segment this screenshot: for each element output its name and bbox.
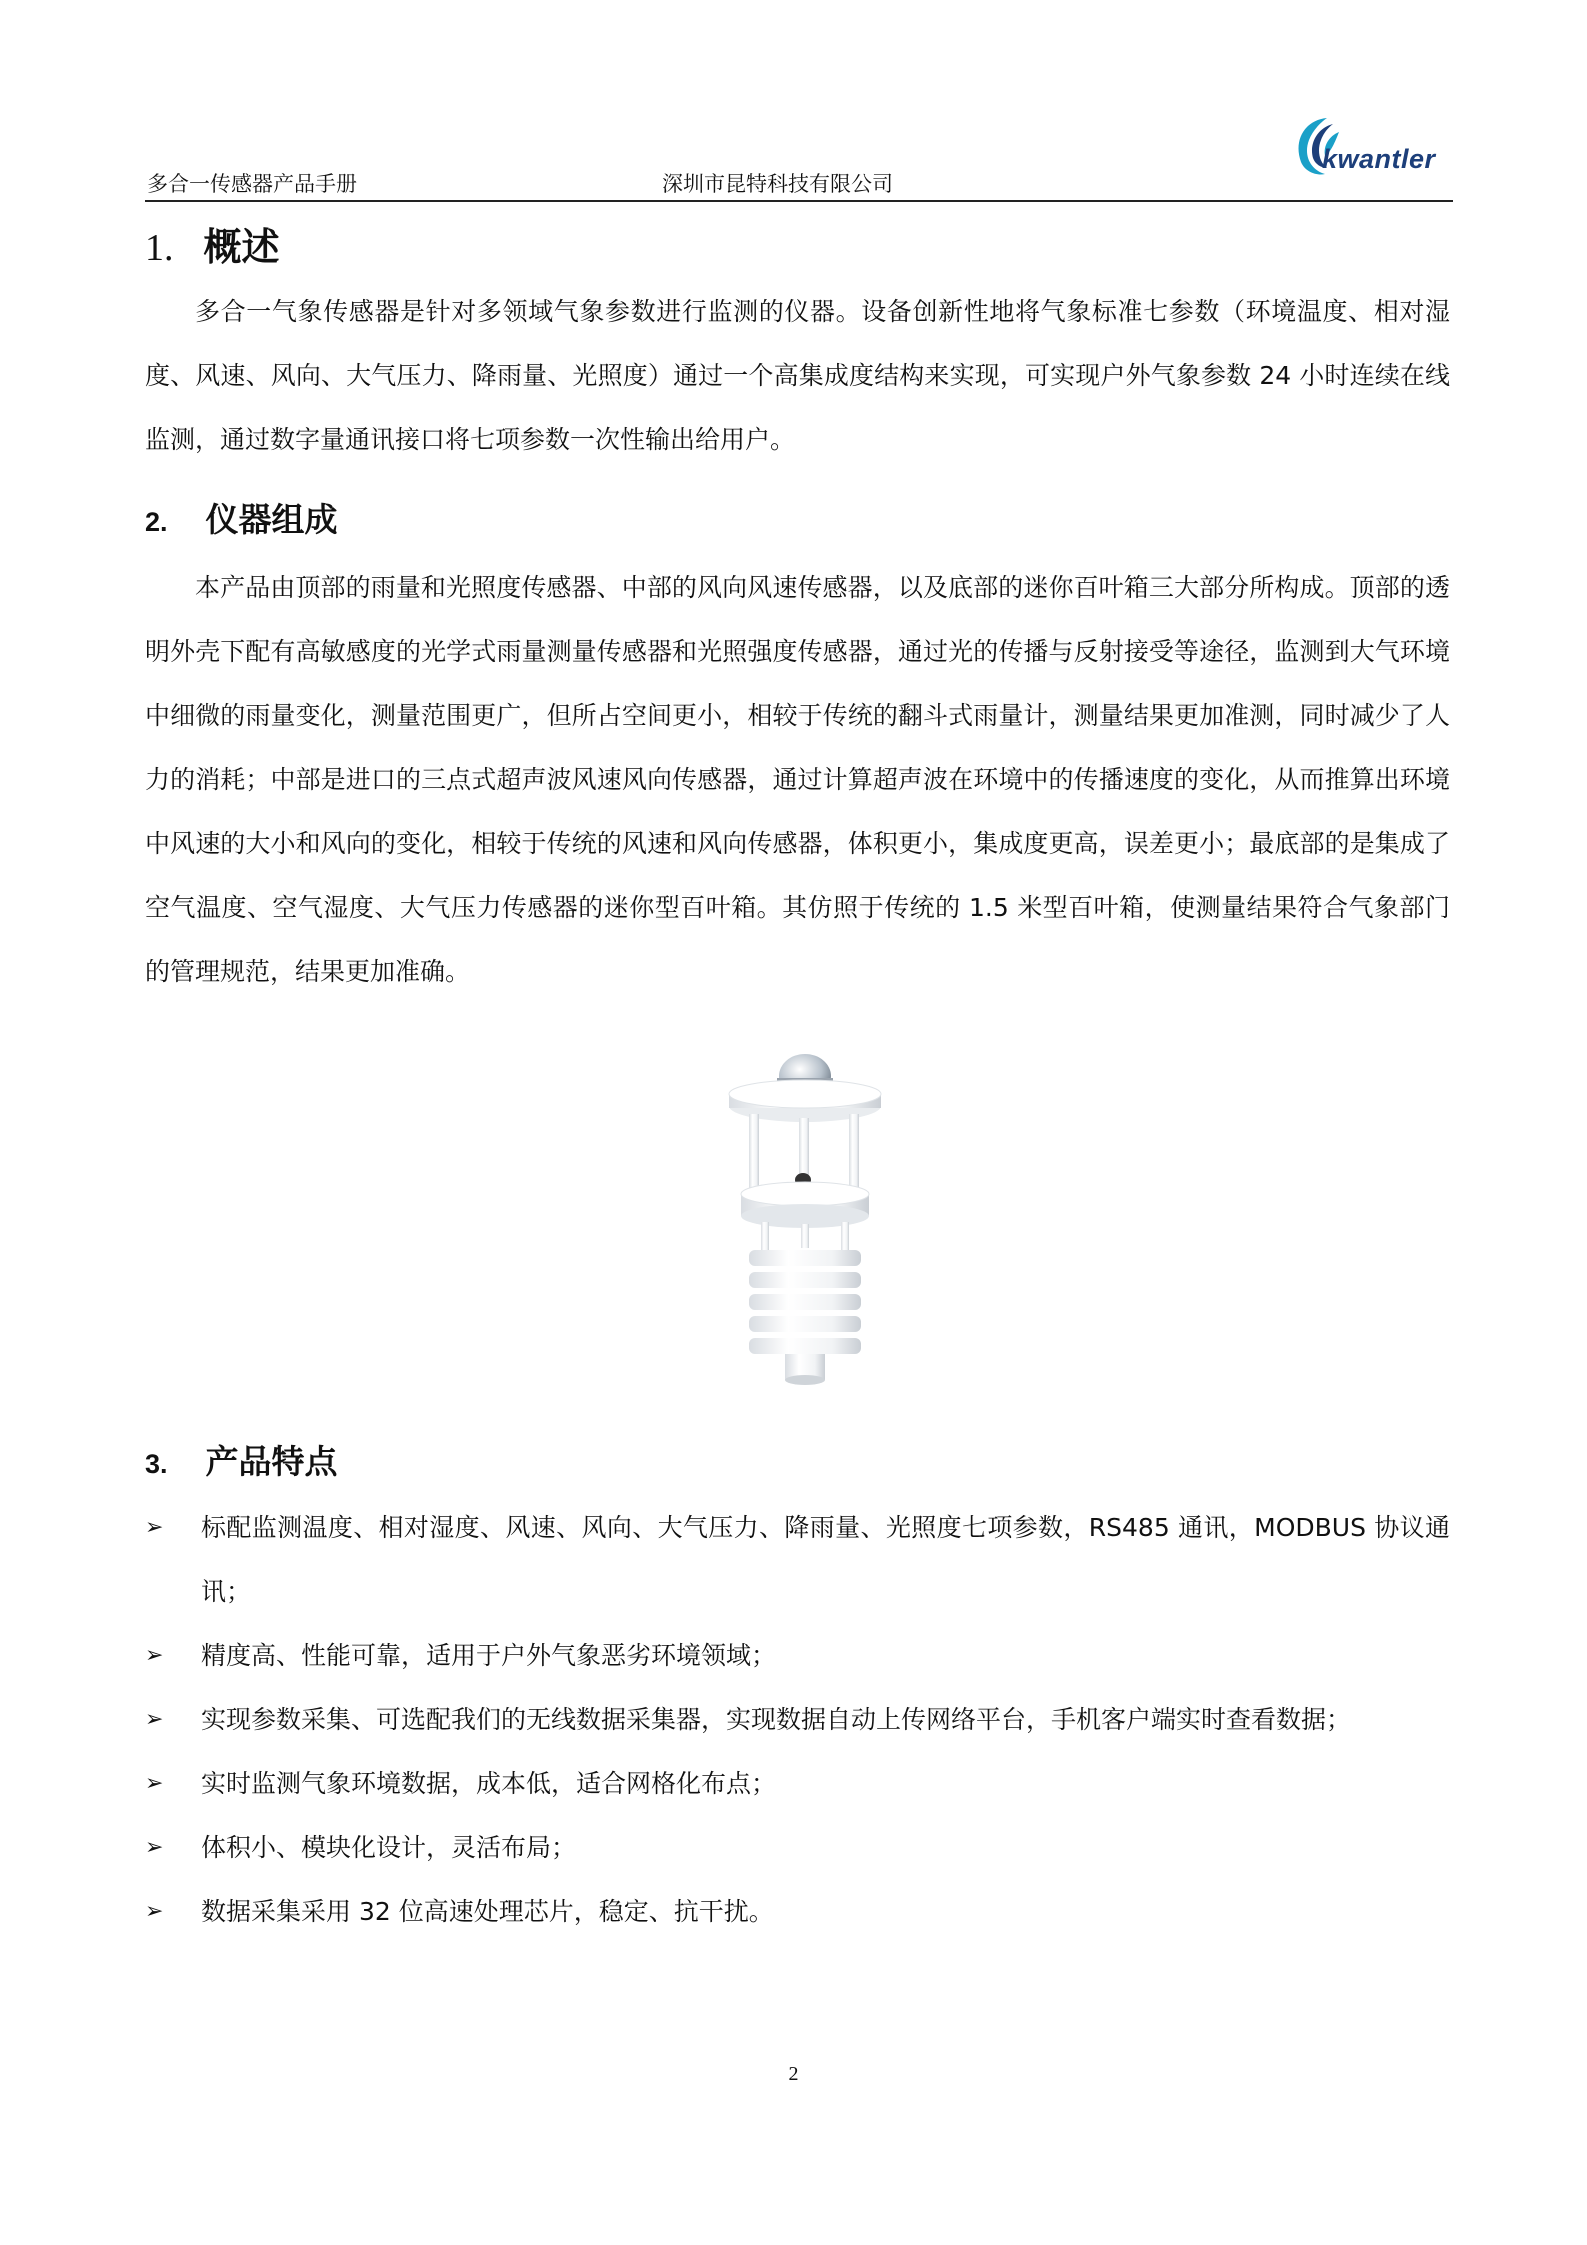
section-2-paragraph: 本产品由顶部的雨量和光照度传感器、中部的风向风速传感器，以及底部的迷你百叶箱三大部分所构成。顶部的透明外壳下配有高敏感度的光学式雨量测量传感器和光照强度传感器，通过光的传播与反射接受等途径，监测到大气环境中细微的雨量变化，测量范围更广，但所占空间更小，相较于传统的翻斗式雨量计，测量结果更加准测，同时减少了人力的消耗；中部是进口的三点式超声波风速风向传感器，通过计算超声波在环境中的传播速度的变化，从而推算出环境中风速的大小和风向的变化，相较于传统的风速和风向传感器，体积更小，集成度更高，误差更小；最底部的是集成了空气温度、空气湿度、大气压力传感器的迷你型百叶箱。其仿照于传统的 1.5 米型百叶箱，使测量结果符合气象部门的管理规范，结果更加准确。 bbox=[145, 573, 1450, 986]
section-3-number: 3. bbox=[145, 1449, 168, 1479]
feature-item: ➢ 精度高、性能可靠，适用于户外气象恶劣环境领域； bbox=[145, 1624, 1450, 1688]
arrow-bullet-icon: ➢ bbox=[145, 1643, 164, 1668]
feature-item: ➢ 标配监测温度、相对湿度、风速、风向、大气压力、降雨量、光照度七项参数，RS485 通讯，MODBUS 协议通讯； bbox=[145, 1496, 1450, 1624]
feature-item: ➢ 体积小、模块化设计，灵活布局； bbox=[145, 1816, 1450, 1880]
weather-sensor-image bbox=[665, 1010, 945, 1410]
header-company-name: 深圳市昆特科技有限公司 bbox=[662, 172, 893, 196]
section-2-heading bbox=[145, 494, 338, 541]
header-manual-title: 多合一传感器产品手册 bbox=[147, 172, 357, 196]
section-1-number: 1. bbox=[145, 227, 174, 269]
section-1-heading bbox=[145, 216, 280, 271]
arrow-bullet-icon: ➢ bbox=[145, 1515, 164, 1540]
feature-item: ➢ 实时监测气象环境数据，成本低，适合网格化布点； bbox=[145, 1752, 1450, 1816]
section-3-title: 产品特点 bbox=[205, 1442, 338, 1481]
weather-sensor-illustration bbox=[665, 1010, 945, 1410]
louver-stack bbox=[749, 1250, 861, 1354]
section-3-heading bbox=[145, 1436, 338, 1483]
arrow-bullet-icon: ➢ bbox=[145, 1835, 164, 1860]
feature-item: ➢ 数据采集采用 32 位高速处理芯片，稳定、抗干扰。 bbox=[145, 1880, 1450, 1944]
section-1-paragraph: 多合一气象传感器是针对多领域气象参数进行监测的仪器。设备创新性地将气象标准七参数（环境温度、相对湿度、风速、风向、大气压力、降雨量、光照度）通过一个高集成度结构来实现，可实现户外气象参数 24 小时连续在线监测，通过数字量通讯接口将七项参数一次性输出给用户。 bbox=[145, 297, 1450, 454]
arrow-bullet-icon: ➢ bbox=[145, 1899, 164, 1924]
feature-item: ➢ 实现参数采集、可选配我们的无线数据采集器，实现数据自动上传网络平台，手机客户端实时查看数据； bbox=[145, 1688, 1450, 1752]
company-logo bbox=[1287, 110, 1457, 190]
page-number: 2 bbox=[788, 2063, 799, 2085]
section-2-title: 仪器组成 bbox=[205, 500, 338, 539]
logo-wordmark: kwantler bbox=[1322, 144, 1436, 174]
arrow-bullet-icon: ➢ bbox=[145, 1771, 164, 1796]
feature-list bbox=[145, 1496, 1450, 1944]
section-1-title: 概述 bbox=[203, 225, 280, 269]
header-divider bbox=[145, 200, 1453, 202]
arrow-bullet-icon: ➢ bbox=[145, 1707, 164, 1732]
section-2-number: 2. bbox=[145, 507, 168, 537]
